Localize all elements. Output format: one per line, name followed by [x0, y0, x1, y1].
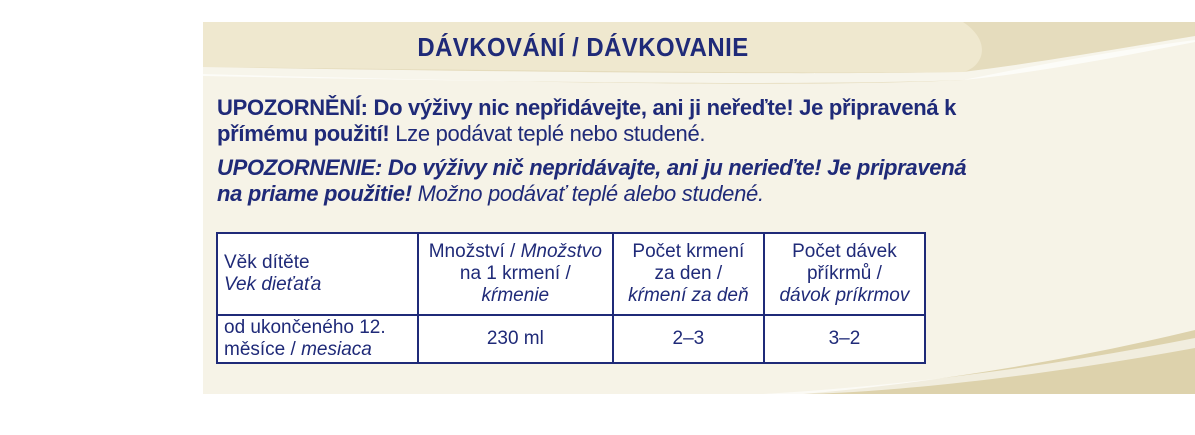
header-supplements: Počet dávek příkrmů / dávok príkrmov	[764, 233, 925, 315]
cell-age: od ukončeného 12. měsíce / mesiaca	[217, 315, 418, 363]
warning-sk-normal: Možno podávať teplé alebo studené.	[411, 181, 764, 206]
warning-sk-bold: Do výživy nič nepridávajte, ani ju nerieďte! Je pripravená na priame použitie!	[217, 155, 967, 206]
warning-cz-label: UPOZORNĚNÍ:	[217, 95, 368, 120]
header-age: Věk dítěte Vek dieťaťa	[217, 233, 418, 315]
warning-cz-bold: Do výživy nic nepřidávejte, ani ji neřeďte! Je připravená k přímému použití!	[217, 95, 957, 146]
warning-cz	[217, 95, 977, 147]
warning-sk	[217, 155, 977, 207]
header-amount: Množství / Množstvo na 1 krmení / kŕmenie	[418, 233, 613, 315]
header-feedings: Počet krmení za den / kŕmení za deň	[613, 233, 764, 315]
dosage-panel	[203, 22, 1195, 394]
page-title: DÁVKOVÁNÍ / DÁVKOVANIE	[417, 32, 749, 62]
cell-supplements: 3–2	[764, 315, 925, 363]
table-row	[217, 315, 925, 363]
cell-amount: 230 ml	[418, 315, 613, 363]
warning-sk-label: UPOZORNENIE:	[217, 155, 383, 180]
table-header-row	[217, 233, 925, 315]
warning-cz-normal: Lze podávat teplé nebo studené.	[389, 121, 706, 146]
dosage-table	[216, 232, 926, 364]
cell-feedings: 2–3	[613, 315, 764, 363]
